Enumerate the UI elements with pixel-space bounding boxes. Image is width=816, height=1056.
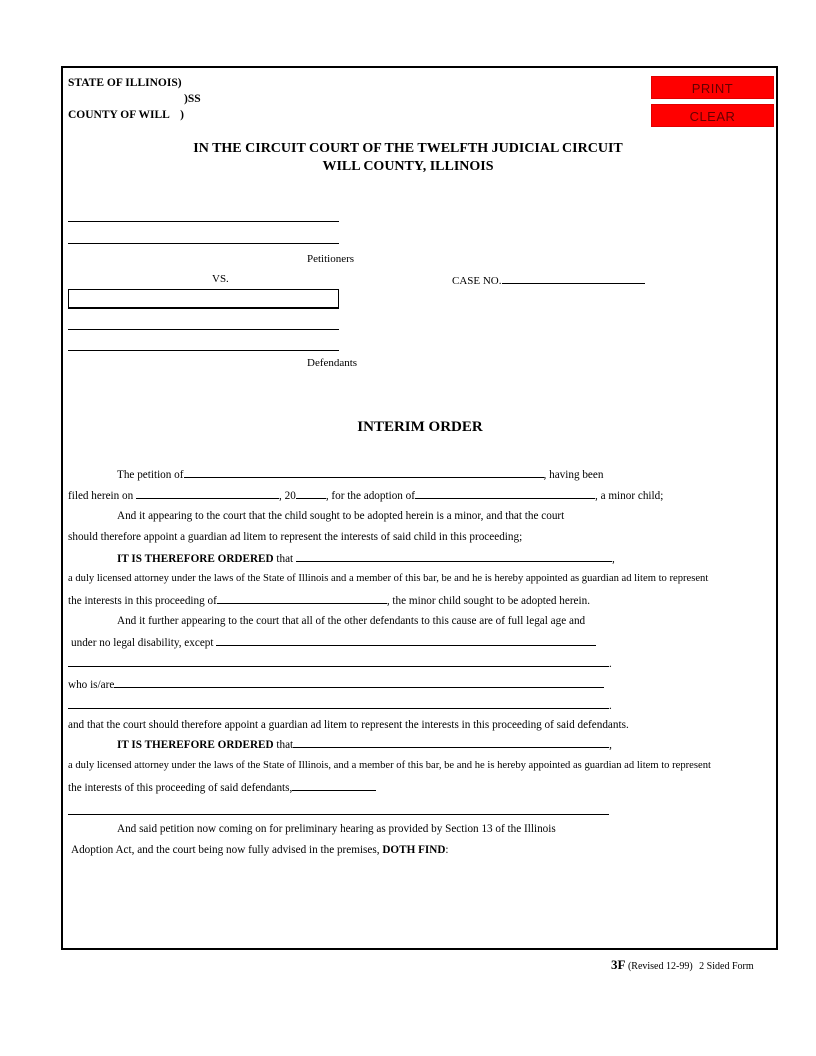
- body-line-1: [117, 467, 603, 482]
- child-name-field[interactable]: [415, 488, 595, 499]
- body-line-15: a duly licensed attorney under the laws of the State of Illinois, and a member of this bar, be and he is hereby appointed as guardian ad litem to represent: [68, 760, 711, 771]
- period-2: .: [609, 700, 612, 712]
- county-text: COUNTY OF WILL: [68, 109, 170, 121]
- comma-1: ,: [611, 553, 615, 565]
- county-paren: ): [180, 109, 184, 121]
- body-line-16: [68, 780, 376, 795]
- minor-child-label: , a minor child;: [595, 490, 664, 502]
- ordered-label-2: IT IS THEREFORE ORDERED: [117, 739, 274, 751]
- body-line-8: And it further appearing to the court that all of the other defendants to this cause are of full legal age and: [117, 615, 586, 627]
- form-border: [61, 66, 778, 950]
- petitioner-line-1[interactable]: [68, 221, 339, 222]
- defendant-line-1: [68, 308, 339, 309]
- petitioner-name-field[interactable]: [184, 467, 544, 478]
- who-is-are-field-continued[interactable]: [68, 698, 609, 709]
- revised-date: (Revised 12-99): [627, 961, 693, 972]
- court-title: IN THE CIRCUIT COURT OF THE TWELFTH JUDICIAL CIRCUIT: [193, 141, 623, 156]
- petition-of-label: The petition of: [117, 469, 184, 481]
- comma-2: ,: [609, 739, 612, 751]
- guardian-defendants-field[interactable]: [293, 737, 609, 748]
- except-field[interactable]: [216, 635, 596, 646]
- defendant-line-2[interactable]: [68, 329, 339, 330]
- body-line-6: a duly licensed attorney under the laws of the State of Illinois and a member of this bar, be and he is hereby appointed as guardian ad litem to represent: [68, 573, 709, 584]
- defendants-label: Defendants: [307, 357, 358, 369]
- adoption-act-label: Adoption Act, and the court being now fully advised in the premises,: [71, 844, 380, 856]
- body-line-3: And it appearing to the court that the child sought to be adopted herein is a minor, and that the court: [117, 510, 565, 522]
- print-button[interactable]: PRINT: [651, 76, 774, 99]
- said-defendants-label: the interests of this proceeding of said defendants,: [68, 782, 293, 794]
- petitioner-line-2[interactable]: [68, 243, 339, 244]
- that-label-2: that: [276, 739, 294, 751]
- order-title: INTERIM ORDER: [357, 419, 483, 435]
- minor-child-field[interactable]: [217, 593, 387, 604]
- body-line-19: [71, 843, 449, 857]
- except-label: under no legal disability, except: [71, 637, 214, 649]
- blank-line[interactable]: [68, 814, 609, 815]
- county-label: [68, 109, 184, 121]
- period-1: .: [609, 658, 612, 670]
- county-title: WILL COUNTY, ILLINOIS: [322, 159, 494, 174]
- who-is-are-field[interactable]: [114, 677, 604, 688]
- year-field[interactable]: [296, 488, 326, 499]
- who-is-are-label: who is/are: [68, 679, 115, 691]
- vs-label: VS.: [212, 273, 229, 285]
- body-line-12: [68, 698, 612, 713]
- body-line-4: should therefore appoint a guardian ad litem to represent the interests of said child in this proceeding;: [68, 531, 523, 543]
- colon: :: [445, 844, 449, 856]
- body-line-11: [68, 677, 604, 692]
- sided-form: 2 Sided Form: [699, 961, 754, 972]
- body-line-13: and that the court should therefore appoint a guardian ad litem to represent the interests in this proceeding of said defendants.: [68, 719, 629, 731]
- year-prefix: , 20: [279, 490, 296, 502]
- filed-date-field[interactable]: [136, 488, 279, 499]
- case-no: [452, 273, 645, 287]
- defendant-input[interactable]: [68, 289, 339, 308]
- guardian-child-field[interactable]: [296, 551, 612, 562]
- form-number: 3F: [611, 957, 626, 972]
- said-defendants-field[interactable]: [292, 780, 376, 791]
- adoption-of-label: , for the adoption of: [325, 490, 415, 502]
- minor-child-sought-label: , the minor child sought to be adopted herein.: [386, 595, 591, 607]
- interests-of-label: the interests in this proceeding of: [68, 595, 217, 607]
- that-label-1: that: [276, 553, 294, 565]
- body-line-18: And said petition now coming on for preliminary hearing as provided by Section 13 of the Illinois: [117, 823, 556, 835]
- body-line-10: [68, 656, 612, 671]
- ordered-label-1: IT IS THEREFORE ORDERED: [117, 553, 274, 565]
- state-label: STATE OF ILLINOIS): [68, 77, 182, 89]
- except-field-continued[interactable]: [68, 656, 609, 667]
- having-been-label: , having been: [543, 469, 604, 481]
- ss-label: )SS: [184, 93, 201, 105]
- doth-find-label: DOTH FIND: [382, 844, 446, 856]
- case-no-label: CASE NO.: [452, 275, 502, 287]
- petitioners-label: Petitioners: [307, 253, 355, 265]
- body-line-9: [71, 635, 596, 650]
- body-line-14: [117, 737, 612, 752]
- filed-on-label: filed herein on: [68, 490, 134, 502]
- clear-button[interactable]: CLEAR: [651, 104, 774, 127]
- case-no-field[interactable]: [502, 273, 645, 284]
- body-line-7: [68, 593, 590, 608]
- body-line-5: [117, 551, 615, 566]
- form-footer: [611, 957, 754, 973]
- defendant-line-3[interactable]: [68, 350, 339, 351]
- body-line-2: [68, 488, 663, 503]
